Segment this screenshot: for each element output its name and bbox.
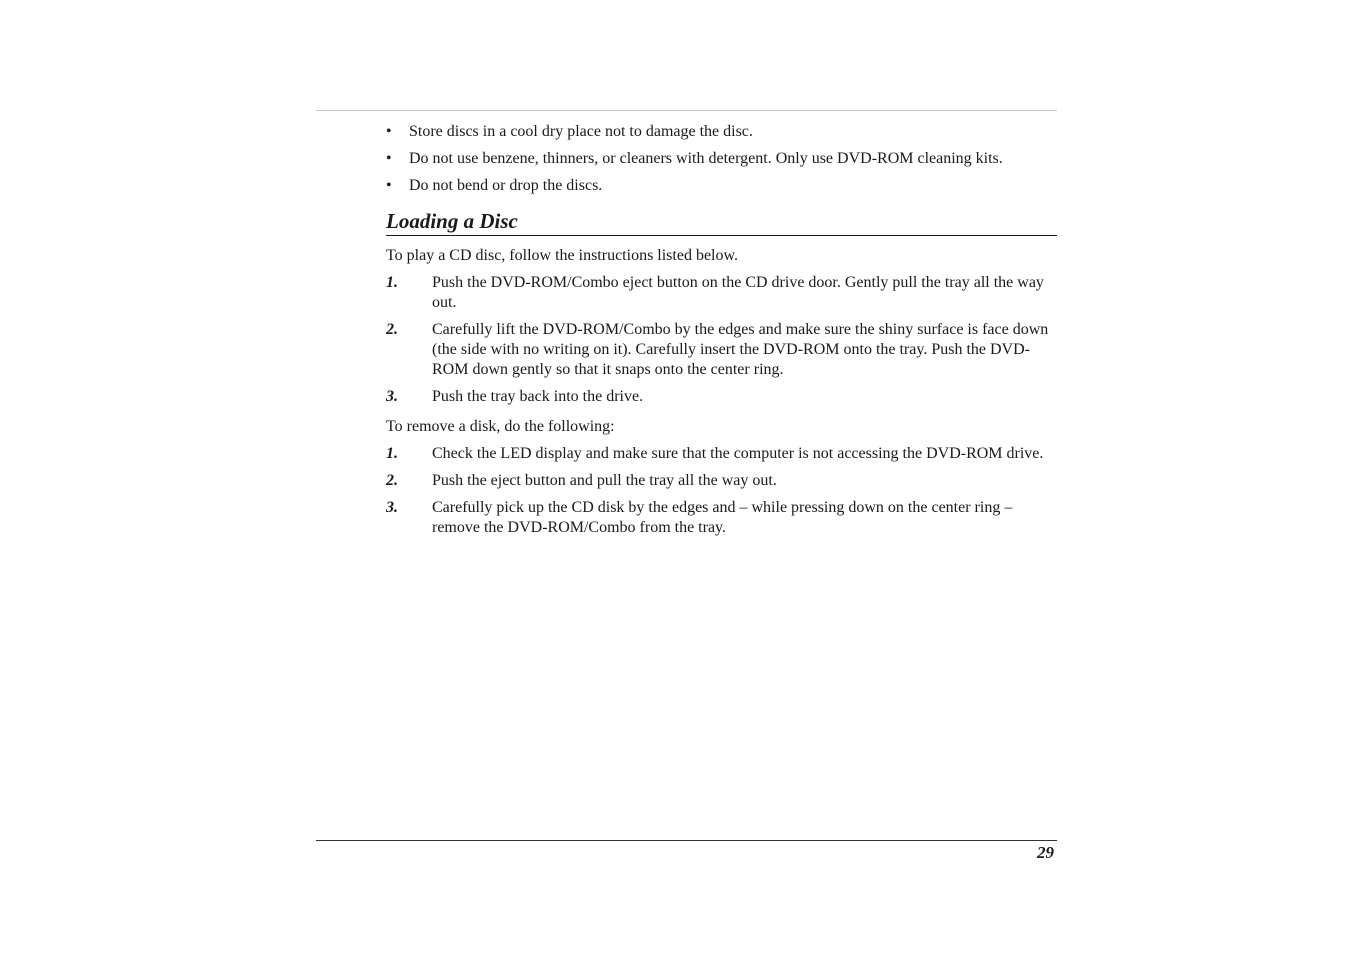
list-item — [386, 444, 1057, 464]
step-number: 3. — [386, 388, 398, 405]
step-number: 2. — [386, 321, 398, 338]
remove-steps-list — [386, 444, 1057, 538]
list-item — [386, 471, 1057, 491]
bullet-icon: • — [386, 123, 392, 140]
bullet-icon: • — [386, 177, 392, 194]
page-number: 29 — [1037, 843, 1054, 862]
remove-intro-text: To remove a disk, do the following: — [386, 418, 615, 435]
step-number: 1. — [386, 274, 398, 291]
bullet-icon: • — [386, 150, 392, 167]
step-text: Carefully pick up the CD disk by the edges and – while pressing down on the center ring – remove the DVD-ROM/Combo from the tray. — [432, 499, 1013, 536]
section-heading: Loading a Disc — [386, 208, 1057, 236]
care-bullet-list — [386, 122, 1057, 196]
load-intro-text: To play a CD disc, follow the instructions listed below. — [386, 247, 739, 264]
step-number: 3. — [386, 499, 398, 516]
list-item — [386, 320, 1057, 380]
list-item-text: Do not bend or drop the discs. — [409, 177, 603, 194]
step-text: Push the tray back into the drive. — [432, 388, 644, 405]
list-item — [386, 498, 1057, 538]
footer-rule — [316, 840, 1057, 841]
step-number: 1. — [386, 445, 398, 462]
load-steps-list — [386, 273, 1057, 407]
list-item — [386, 176, 1057, 196]
list-item — [386, 273, 1057, 313]
list-item-text: Store discs in a cool dry place not to damage the disc. — [409, 123, 753, 140]
list-item — [386, 387, 1057, 407]
step-text: Push the eject button and pull the tray all the way out. — [432, 472, 777, 489]
page-content — [386, 122, 1057, 545]
step-text: Push the DVD-ROM/Combo eject button on the CD drive door. Gently pull the tray all the way out. — [432, 274, 1044, 311]
step-text: Check the LED display and make sure that the computer is not accessing the DVD-ROM drive. — [432, 445, 1044, 462]
list-item — [386, 122, 1057, 142]
list-item — [386, 149, 1057, 169]
step-text: Carefully lift the DVD-ROM/Combo by the edges and make sure the shiny surface is face down (the side with no writing on it). Carefully insert the DVD-ROM onto the tray. Push the DVD-ROM down gently so that it snaps onto the center ring. — [432, 321, 1049, 378]
list-item-text: Do not use benzene, thinners, or cleaners with detergent. Only use DVD-ROM cleaning kits. — [409, 150, 1003, 167]
step-number: 2. — [386, 472, 398, 489]
header-rule — [316, 110, 1057, 111]
